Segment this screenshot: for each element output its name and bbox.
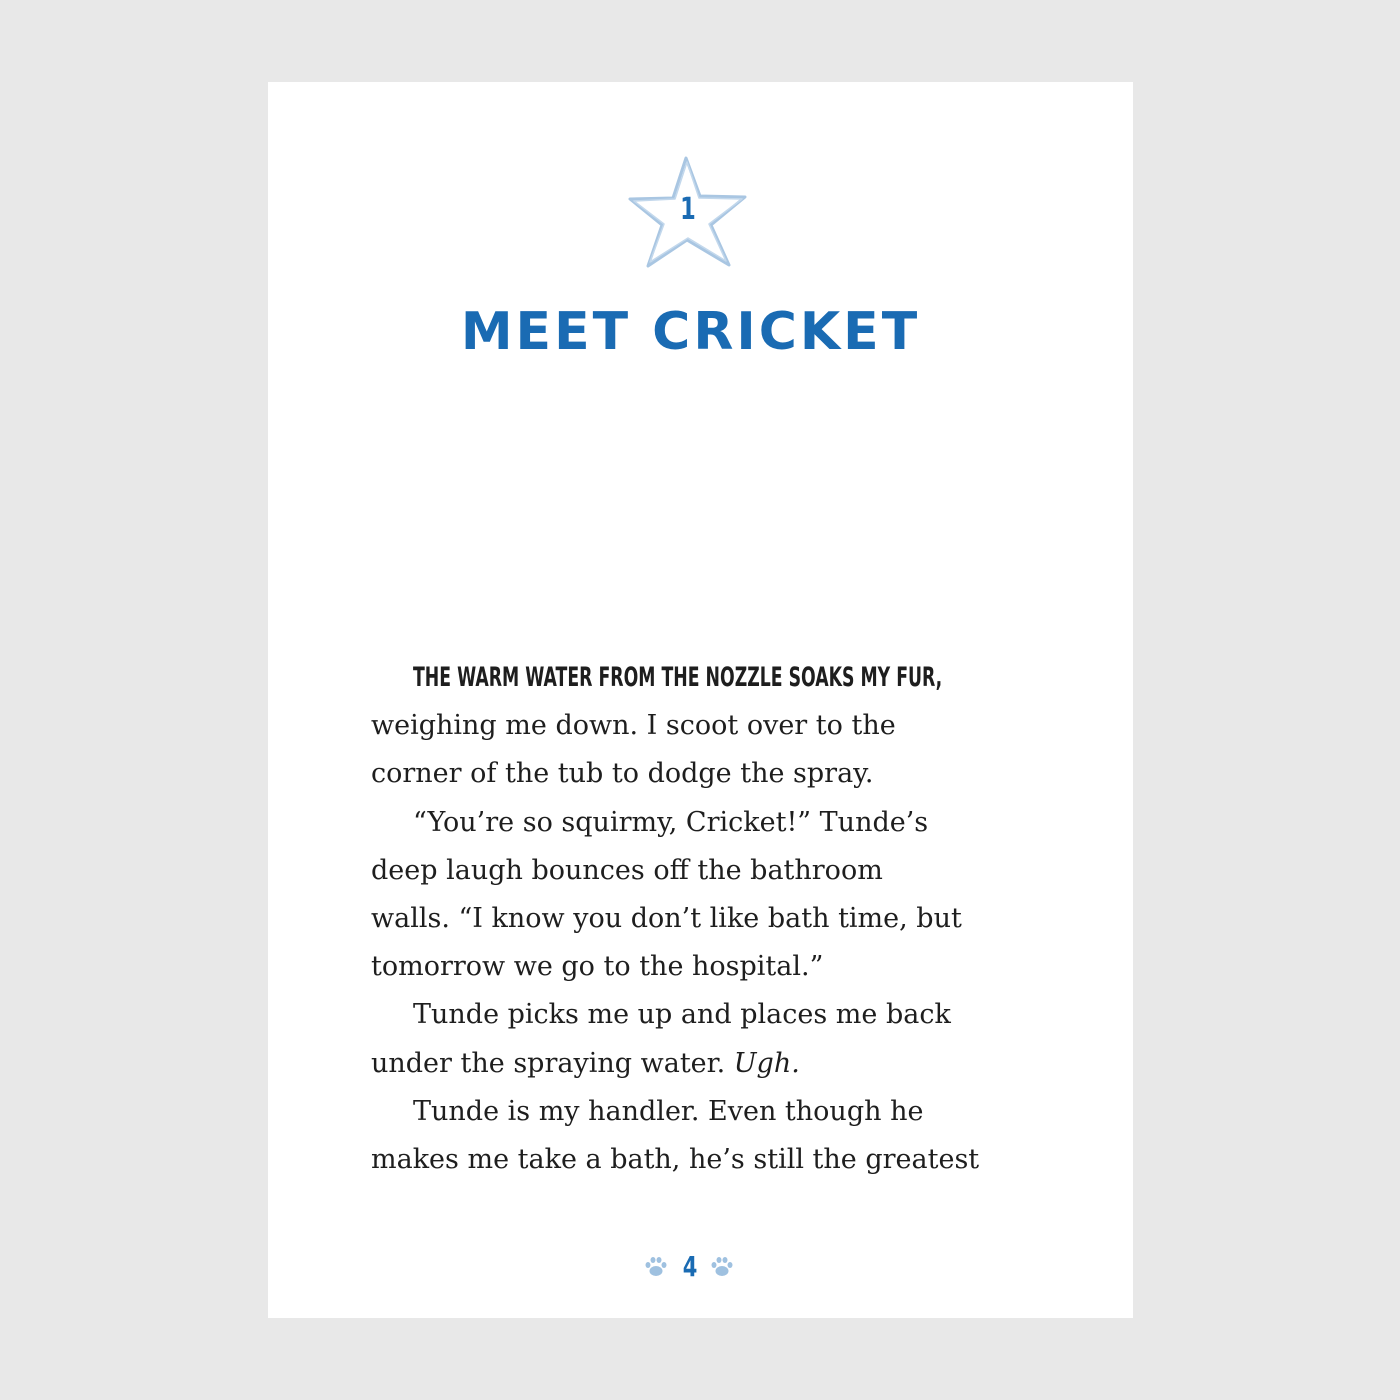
paragraph-3-line-1: Tunde picks me up and places me back bbox=[413, 999, 951, 1031]
paw-print-icon bbox=[710, 1256, 734, 1278]
chapter-number: 1 bbox=[680, 192, 696, 227]
lead-in-text: THE WARM WATER FROM THE NOZZLE SOAKS MY FUR, bbox=[413, 662, 943, 693]
paragraph-2-line-2: deep laugh bounces off the bathroom bbox=[371, 854, 883, 886]
chapter-badge bbox=[628, 154, 748, 270]
paragraph-2-line-3: walls. “I know you don’t like bath time, but bbox=[371, 902, 962, 934]
paragraph-1-line-2: weighing me down. I scoot over to the bbox=[371, 710, 896, 742]
paragraph-1-line-3: corner of the tub to dodge the spray. bbox=[371, 758, 874, 790]
paw-print-icon bbox=[644, 1256, 668, 1278]
chapter-body bbox=[371, 654, 1021, 1184]
paragraph-3-line-2 bbox=[371, 1040, 1021, 1088]
page-footer bbox=[640, 1250, 740, 1286]
paragraph-1-line-1 bbox=[371, 654, 1021, 702]
chapter-title: MEET CRICKET bbox=[460, 302, 921, 362]
paragraph-2-line-4: tomorrow we go to the hospital.” bbox=[371, 951, 824, 983]
book-page bbox=[268, 82, 1133, 1318]
emphasis-text: Ugh. bbox=[733, 1047, 800, 1079]
paragraph-4-line-2: makes me take a bath, he’s still the greatest bbox=[371, 1143, 980, 1175]
page-number: 4 bbox=[682, 1250, 698, 1283]
paragraph-2-line-1: “You’re so squirmy, Cricket!” Tunde’s bbox=[413, 806, 929, 838]
paragraph-4-line-1: Tunde is my handler. Even though he bbox=[413, 1095, 924, 1127]
paragraph-3-text: under the spraying water. bbox=[371, 1047, 726, 1079]
